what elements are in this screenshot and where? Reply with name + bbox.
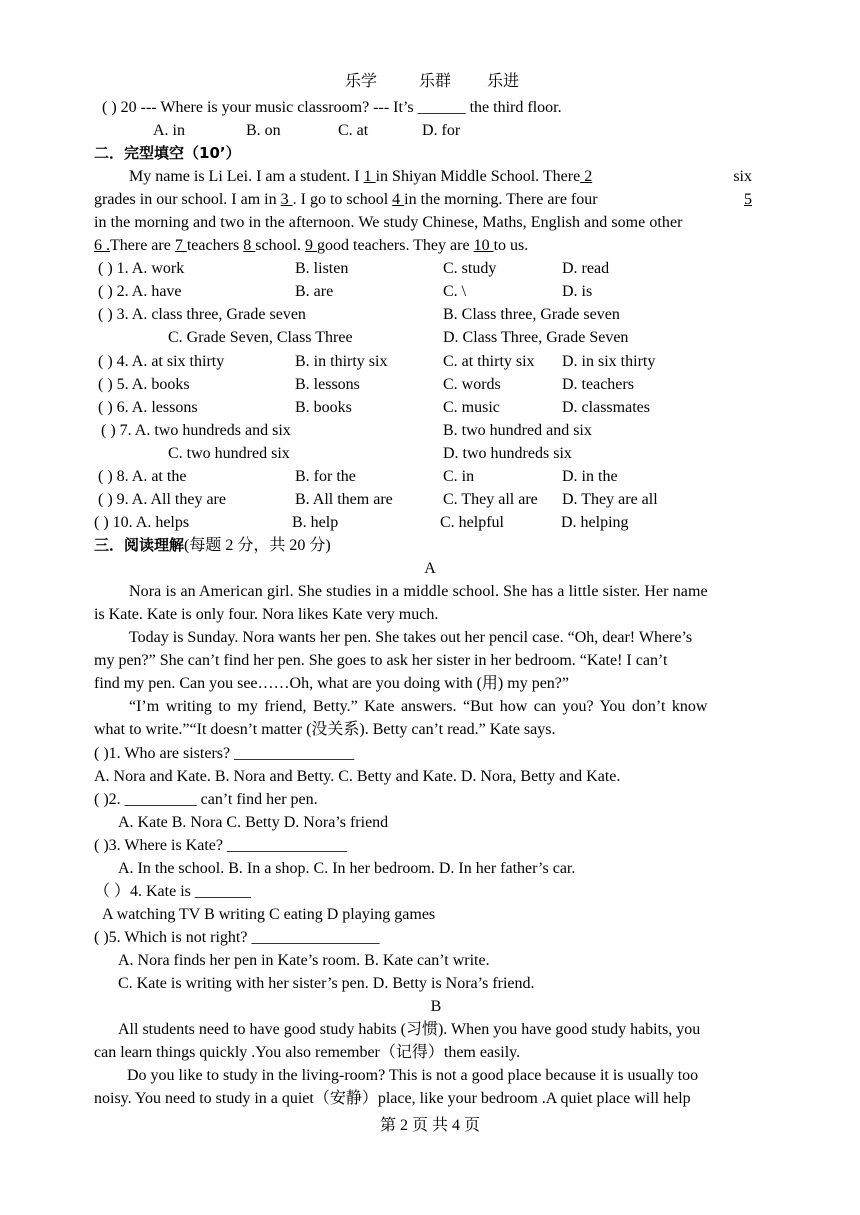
blank: 1 [363, 168, 376, 185]
option: B. for the [295, 468, 356, 485]
question: ( ) 1. A. work [98, 260, 185, 277]
passage-line: Today is Sunday. Nora wants her pen. She takes out her pencil case. “Oh, dear! Where’s [129, 629, 693, 646]
page-number: 第 2 页 共 4 页 [379, 1117, 480, 1134]
option: B. are [295, 283, 334, 300]
blank: 10 [473, 237, 494, 254]
header-item: 乐学 [345, 73, 378, 90]
question: ( ) 6. A. lessons [98, 399, 198, 416]
passage-line: find my pen. Can you see……Oh, what are you doing with (用) my pen?” [94, 675, 570, 692]
option: C. in [443, 468, 475, 485]
passage-line: is Kate. Kate is only four. Nora likes Kate very much. [94, 606, 439, 623]
section-title: 二．完型填空（10’） [94, 144, 241, 162]
options-line: A. Kate B. Nora C. Betty D. Nora’s friend [118, 814, 389, 831]
passage-line: Nora is an American girl. She studies in a middle school. She has a little sister. Her name [129, 583, 708, 600]
option: D. in six thirty [562, 353, 656, 370]
option: D. in the [562, 468, 618, 485]
option: B. All them are [295, 491, 393, 508]
question: ( ) 9. A. All they are [98, 491, 226, 508]
passage-line: my pen?” She can’t find her pen. She goes to ask her sister in her bedroom. “Kate! I can’t [94, 652, 668, 669]
option: B. listen [295, 260, 349, 277]
option: C. at [338, 122, 369, 139]
passage-line: All students need to have good study habits (习惯). When you have good study habits, you [118, 1021, 701, 1038]
options-line: A watching TV B writing C eating D playing games [102, 906, 436, 923]
option: D. read [562, 260, 610, 277]
option: C. study [443, 260, 497, 277]
question-20: ( ) 20 --- Where is your music classroom? --- It’s ______ the third floor. [102, 99, 562, 116]
option: C. at thirty six [443, 353, 535, 370]
blank: 7 [174, 237, 187, 254]
question: ( ) 5. A. books [98, 376, 190, 393]
blank: 3 [280, 191, 293, 208]
passage-line: noisy. You need to study in a quiet（安静）place, like your bedroom .A quiet place will help [94, 1090, 691, 1107]
option: B. on [246, 122, 281, 139]
question: ( )1. Who are sisters? _______________ [94, 745, 355, 762]
option: C. They all are [443, 491, 538, 508]
passage-label: B [430, 998, 442, 1015]
cloze-text: grades in our school. I am in 3 . I go to school 4 in the morning. There are four [94, 191, 598, 208]
cloze-line: in the morning and two in the afternoon. We study Chinese, Maths, English and some other [94, 214, 683, 231]
passage-line: Do you like to study in the living-room? This is not a good place because it is usually too [127, 1067, 699, 1084]
option: C. two hundred six [168, 445, 290, 462]
header-item: 乐进 [487, 73, 520, 90]
options-line: C. Kate is writing with her sister’s pen. D. Betty is Nora’s friend. [118, 975, 535, 992]
option: D. Class Three, Grade Seven [443, 329, 629, 346]
blank: 2 [580, 168, 593, 185]
blank: 9 [305, 237, 318, 254]
blank: 6 . [94, 237, 110, 254]
cloze-line [94, 188, 752, 211]
option: D. two hundreds six [443, 445, 572, 462]
question: ( )3. Where is Kate? _______________ [94, 837, 347, 854]
option: C. \ [443, 283, 467, 300]
options-line: A. In the school. B. In a shop. C. In her bedroom. D. In her father’s car. [118, 860, 576, 877]
passage-label: A [424, 560, 436, 577]
question: ( ) 10. A. helps [94, 514, 190, 531]
blank: 4 [392, 191, 405, 208]
option: D. for [422, 122, 461, 139]
blank: 8 [243, 237, 256, 254]
cloze-text: My name is Li Lei. I am a student. I 1 in Shiyan Middle School. There 2 [129, 168, 593, 185]
cloze-line [129, 165, 752, 188]
option: B. two hundred and six [443, 422, 592, 439]
question: ( ) 8. A. at the [98, 468, 187, 485]
header-item: 乐群 [419, 73, 452, 90]
question: ( ) 3. A. class three, Grade seven [98, 306, 306, 323]
option: B. in thirty six [295, 353, 388, 370]
question: ( ) 2. A. have [98, 283, 182, 300]
cloze-text: six [733, 168, 752, 185]
blank: 5 [744, 191, 752, 208]
option: B. Class three, Grade seven [443, 306, 620, 323]
option: C. music [443, 399, 500, 416]
option: B. books [295, 399, 352, 416]
option: D. is [562, 283, 593, 300]
option: D. They are all [562, 491, 658, 508]
question: ( ) 7. A. two hundreds and six [101, 422, 291, 439]
option: D. teachers [562, 376, 634, 393]
question: ( )5. Which is not right? ________________ [94, 929, 380, 946]
option: D. helping [561, 514, 629, 531]
section-title: 三．阅读理解(每题 2 分，共 20 分) [94, 536, 331, 554]
option: D. classmates [562, 399, 650, 416]
option: B. lessons [295, 376, 360, 393]
options-line: A. Nora finds her pen in Kate’s room. B. Kate can’t write. [118, 952, 490, 969]
option: C. words [443, 376, 501, 393]
options-line: A. Nora and Kate. B. Nora and Betty. C. Betty and Kate. D. Nora, Betty and Kate. [94, 768, 621, 785]
option: C. helpful [440, 514, 504, 531]
cloze-line: 6 .There are 7 teachers 8 school. 9 good teachers. They are 10 to us. [94, 237, 529, 254]
option: B. help [292, 514, 339, 531]
option: C. Grade Seven, Class Three [168, 329, 353, 346]
question: ( )2. _________ can’t find her pen. [94, 791, 318, 808]
question: ( ) 4. A. at six thirty [98, 353, 225, 370]
passage-line: what to write.”“It doesn’t matter (没关系). Betty can’t read.” Kate says. [94, 721, 556, 738]
passage-line: “I’m writing to my friend, Betty.” Kate answers. “But how can you? You don’t know [129, 698, 708, 715]
option: A. in [153, 122, 185, 139]
passage-line: can learn things quickly .You also remember（记得）them easily. [94, 1044, 521, 1061]
question: （ ）4. Kate is _______ [94, 883, 251, 900]
